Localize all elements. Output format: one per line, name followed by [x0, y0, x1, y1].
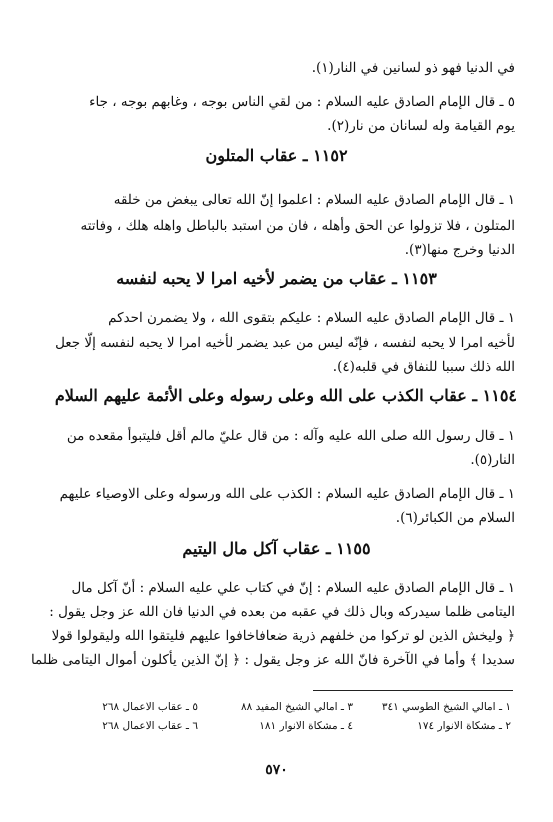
text-line: لأخيه امرا لا يحبه لنفسه ، فإنّه ليس من عبد يضمر لأخيه امرا لا يحبه لنفسه إلّا جعل [55, 335, 515, 351]
text-line: ٥ ـ قال الإمام الصادق عليه السلام : من لقي الناس بوجه ، وغابهم بوجه ، جاء [89, 94, 515, 110]
text-line: في الدنيا فهو ذو لسانين في النار(١). [311, 60, 515, 76]
section-heading: ١١٥٣ ـ عقاب من يضمر لأخيه امرا لا يحبه لنفسه [116, 269, 437, 288]
text-line: السلام من الكبائر(٦). [395, 510, 515, 526]
text-line: ١ ـ قال الإمام الصادق عليه السلام : اعلموا إنّ الله تعالى يبغض من خلقه [113, 192, 515, 208]
footnote: ٦ ـ عقاب الاعمال ٢٦٨ [102, 720, 198, 732]
section-heading: ١١٥٢ ـ عقاب المتلون [205, 146, 348, 165]
text-line: ١ ـ قال الإمام الصادق عليه السلام : إنّ في كتاب علي عليه السلام : أنّ آكل مال [71, 580, 515, 596]
text-line: يوم القيامة وله لسانان من نار(٢). [327, 118, 515, 134]
text-line: ١ ـ قال الإمام الصادق عليه السلام : عليكم بتقوى الله ، ولا يضمرن احدكم [108, 310, 515, 326]
text-line: المتلون ، فلا تزولوا عن الحق وأهله ، فان من استبد بالباطل واهله هلك ، وفاتته [80, 218, 515, 234]
footnote: ٥ ـ عقاب الاعمال ٢٦٨ [102, 701, 198, 713]
footnote-divider [313, 690, 513, 691]
text-line: ١ ـ قال رسول الله صلى الله عليه وآله : من قال عليّ مالم أقل فليتبوأ مقعده من [66, 428, 515, 444]
section-heading: ١١٥٥ ـ عقاب آكل مال اليتيم [182, 539, 371, 558]
footnote: ٤ ـ مشكاة الانوار ١٨١ [259, 720, 353, 732]
footnote: ٢ ـ مشكاة الانوار ١٧٤ [417, 720, 511, 732]
section-heading: ١١٥٤ ـ عقاب الكذب على الله وعلى رسوله وعلى الأئمة عليهم السلام [54, 386, 517, 405]
text-line: الله ذلك سببا للنفاق في قلبه(٤). [332, 359, 515, 375]
text-line: اليتامى ظلما سيدركه وبال ذلك في عقبه من بعده في الدنيا فان الله عز وجل يقول : [49, 604, 515, 620]
text-line: ١ ـ قال الإمام الصادق عليه السلام : الكذب على الله ورسوله وعلى الاوصياء عليهم [59, 486, 515, 502]
footnote: ٣ ـ امالي الشيخ المفيد ٨٨ [241, 701, 353, 713]
text-line: النار(٥). [470, 452, 515, 468]
text-line: ﴿ وليخش الذين لو تركوا من خلفهم ذرية ضعافاخافوا عليهم فليتقوا الله وليقولوا قولا [51, 628, 515, 644]
text-line: الدنيا وخرج منها(٣). [404, 242, 515, 258]
footnote: ١ ـ امالي الشيخ الطوسي ٣٤١ [381, 701, 511, 713]
text-line: سديدا ﴾ وأما في الآخرة فانّ الله عز وجل يقول : ﴿ إنّ الذين يأكلون أموال اليتامى ظلما [30, 652, 515, 668]
page-number: ٥٧٠ [265, 762, 288, 778]
